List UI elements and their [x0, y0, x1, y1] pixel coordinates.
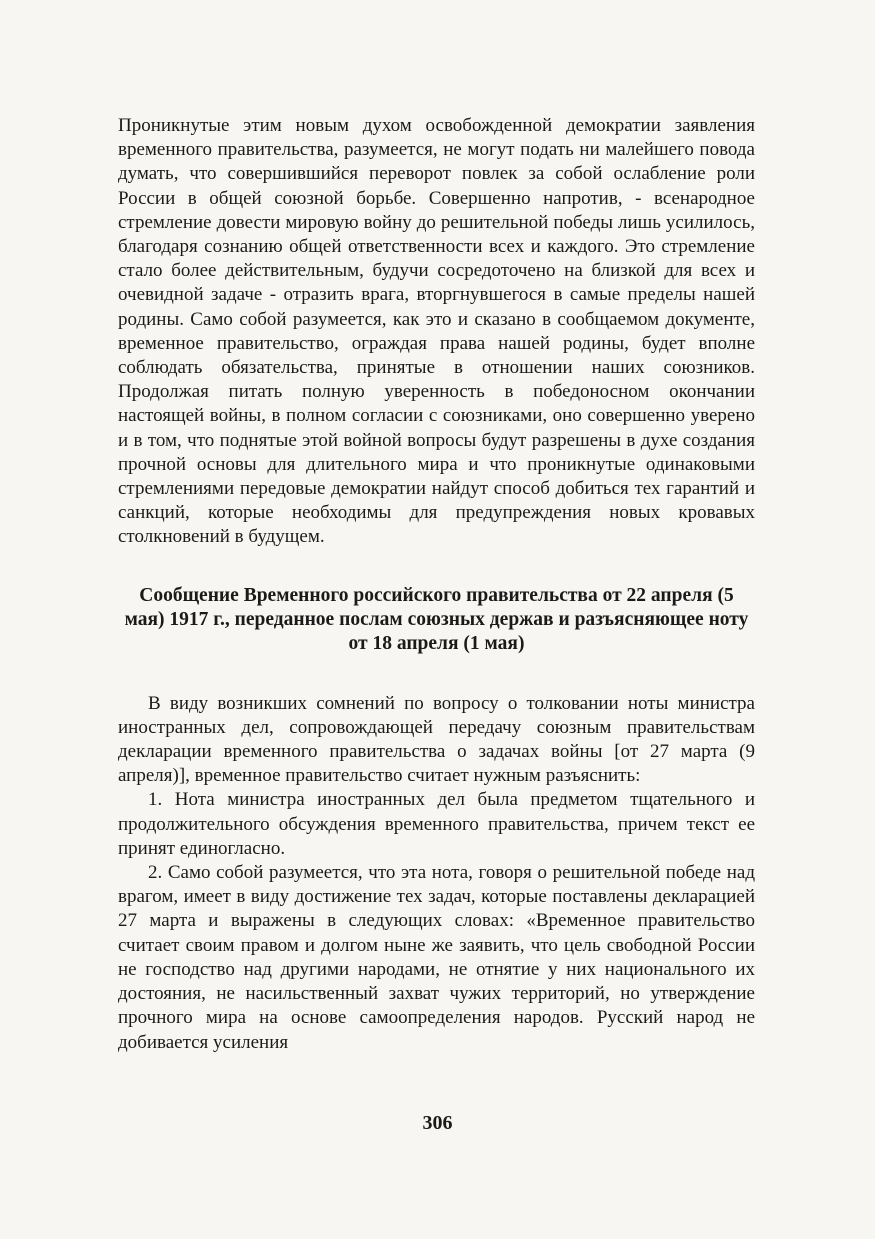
- body-paragraph-2: 1. Нота министра иностранных дел была предметом тщательного и продолжительного обсуждения временного правительства, причем текст ее принят единогласно.: [118, 789, 755, 859]
- intro-paragraph: Проникнутые этим новым духом освобожденной демократии заявления временного правительства, разумеется, не могут подать ни малейшего повода думать, что совершившийся переворот повлек за собой ослабление роли России в общей союзной борьбе. Совершенно напротив, - всенародное стремление довести мировую войну до решительной победы лишь усилилось, благодаря сознанию общей ответственности всех и каждого. Это стремление стало более действительным, будучи сосредоточено на близкой для всех и очевидной задаче - отразить врага, вторгнувшегося в самые пределы нашей родины. Само собой разумеется, как это и сказано в сообщаемом документе, временное правительство, ограждая права нашей родины, будет вполне соблюдать обязательства, принятые в отношении наших союзников. Продолжая питать полную уверенность в победоносном окончании настоящей войны, в полном согласии с союзниками, оно совершенно уверено и в том, что поднятые этой войной вопросы будут разрешены в духе создания прочной основы для длительного мира и что проникнутые одинаковыми стремлениями передовые демократии найдут способ добиться тех гарантий и санкций, которые необходимы для предупреждения новых кровавых столкновений в будущем.: [118, 115, 755, 548]
- body-paragraph-3: 2. Само собой разумеется, что эта нота, говоря о решительной победе над врагом, имеет в виду достижение тех задач, которые поставлены декларацией 27 марта и выражены в следующих словах: «Временное правительство считает своим правом и долгом ныне же заявить, что цель свободной России не господство над другими народами, не отнятие у них национального их достояния, не насильственный захват чужих территорий, но утверждение прочного мира на основе самоопределения народов. Русский народ не добивается усиления: [118, 862, 755, 1053]
- document-page: [118, 114, 755, 1055]
- section-heading: Сообщение Временного российского правительства от 22 апреля (5 мая) 1917 г., переданное послам союзных держав и разъясняющее ноту от 18 апреля (1 мая): [124, 584, 749, 654]
- body-paragraph-1: В виду возникших сомнений по вопросу о толковании ноты министра иностранных дел, сопровождающей передачу союзным правительствам декларации временного правительства о задачах войны [от 27 марта (9 апреля)], временное правительство считает нужным разъяснить:: [118, 692, 755, 787]
- page-number: 306: [422, 1112, 453, 1134]
